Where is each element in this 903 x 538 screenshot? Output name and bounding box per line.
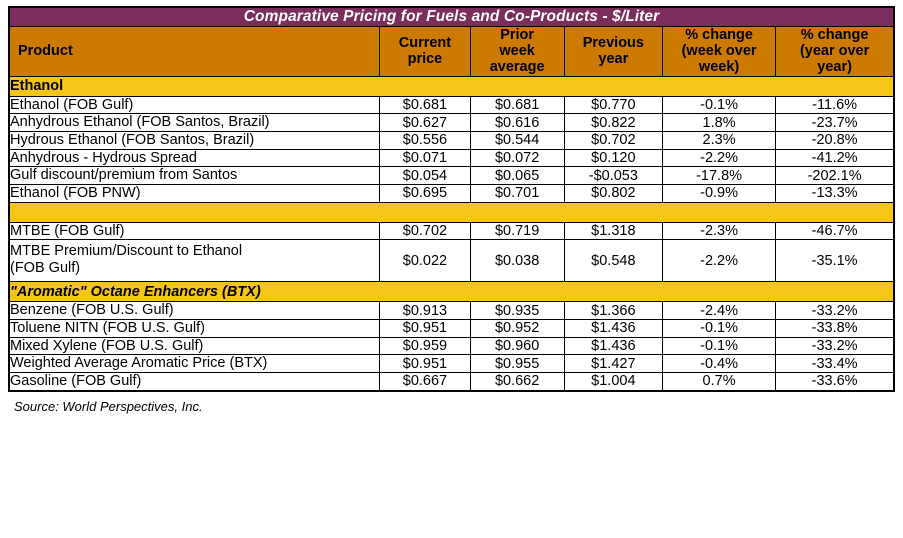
row-label: Hydrous Ethanol (FOB Santos, Brazil) [9, 132, 380, 150]
row-label: Anhydrous Ethanol (FOB Santos, Brazil) [9, 114, 380, 132]
row-label: Toluene NITN (FOB U.S. Gulf) [9, 320, 380, 338]
row-label-line1: MTBE Premium/Discount to Ethanol [10, 243, 243, 260]
row-label: Ethanol (FOB Gulf) [9, 96, 380, 114]
table-row [9, 149, 894, 167]
section-header-row [9, 282, 894, 302]
row-label-multiline [9, 240, 380, 282]
comparative-pricing-table [8, 6, 895, 392]
row-week-over-week: 2.3% [662, 132, 775, 150]
row-current-price: $0.951 [380, 320, 470, 338]
row-year-over-year: -13.3% [776, 185, 894, 203]
table-row [9, 96, 894, 114]
row-prior-week-average: $0.952 [470, 320, 564, 338]
table-row [9, 302, 894, 320]
column-header-prior-week-average-line3: average [489, 59, 545, 76]
row-prior-week-average: $0.719 [470, 222, 564, 240]
row-previous-year: $0.548 [564, 240, 662, 282]
row-year-over-year: -33.8% [776, 320, 894, 338]
row-prior-week-average: $0.072 [470, 149, 564, 167]
row-current-price: $0.071 [380, 149, 470, 167]
row-year-over-year: -23.7% [776, 114, 894, 132]
column-header-previous-year-line1: Previous [582, 35, 644, 52]
table-row [9, 240, 894, 282]
row-week-over-week: -0.4% [662, 355, 775, 373]
row-previous-year: $1.436 [564, 337, 662, 355]
column-header-current-price-line1: Current [398, 35, 452, 52]
table-title-row [9, 7, 894, 27]
table-row [9, 222, 894, 240]
row-prior-week-average: $0.544 [470, 132, 564, 150]
row-current-price: $0.627 [380, 114, 470, 132]
table-header-row [9, 27, 894, 77]
column-header-prior-week-average-line2: week [499, 43, 535, 60]
row-current-price: $0.951 [380, 355, 470, 373]
row-current-price: $0.022 [380, 240, 470, 282]
row-prior-week-average: $0.065 [470, 167, 564, 185]
section-header-row [9, 202, 894, 222]
column-header-week-over-week-line3: week) [698, 59, 740, 76]
row-current-price: $0.054 [380, 167, 470, 185]
row-week-over-week: 1.8% [662, 114, 775, 132]
row-year-over-year: -46.7% [776, 222, 894, 240]
row-week-over-week: -2.4% [662, 302, 775, 320]
row-label: Gasoline (FOB Gulf) [9, 373, 380, 391]
row-year-over-year: -35.1% [776, 240, 894, 282]
row-previous-year: $0.120 [564, 149, 662, 167]
row-year-over-year: -41.2% [776, 149, 894, 167]
row-current-price: $0.667 [380, 373, 470, 391]
table-row [9, 114, 894, 132]
column-header-year-over-year-line2: (year over [799, 43, 870, 60]
column-header-current-price [380, 27, 470, 77]
row-year-over-year: -33.4% [776, 355, 894, 373]
row-label: Anhydrous - Hydrous Spread [9, 149, 380, 167]
section-title-mtbe [9, 202, 894, 222]
row-prior-week-average: $0.701 [470, 185, 564, 203]
column-header-prior-week-average-line1: Prior [500, 27, 535, 43]
row-previous-year: $1.318 [564, 222, 662, 240]
row-current-price: $0.959 [380, 337, 470, 355]
row-week-over-week: -2.2% [662, 240, 775, 282]
column-header-year-over-year-line1: % change [800, 27, 869, 43]
column-header-current-price-line2: price [407, 51, 443, 68]
row-year-over-year: -202.1% [776, 167, 894, 185]
column-header-prior-week-average [470, 27, 564, 77]
row-current-price: $0.695 [380, 185, 470, 203]
column-header-previous-year-line2: year [598, 51, 629, 68]
row-week-over-week: -0.1% [662, 320, 775, 338]
row-year-over-year: -33.6% [776, 373, 894, 391]
row-current-price: $0.556 [380, 132, 470, 150]
column-header-previous-year [564, 27, 662, 77]
row-prior-week-average: $0.935 [470, 302, 564, 320]
table-row [9, 373, 894, 391]
row-previous-year: $0.770 [564, 96, 662, 114]
row-label: Gulf discount/premium from Santos [9, 167, 380, 185]
table-row [9, 185, 894, 203]
column-header-year-over-year [776, 27, 894, 77]
row-previous-year: $0.822 [564, 114, 662, 132]
row-week-over-week: -0.1% [662, 337, 775, 355]
row-label-line2: (FOB Gulf) [10, 260, 81, 277]
row-year-over-year: -33.2% [776, 337, 894, 355]
table-row [9, 167, 894, 185]
column-header-year-over-year-line3: year) [817, 59, 852, 76]
column-header-product-line1: Product [18, 43, 73, 60]
table-row [9, 132, 894, 150]
row-prior-week-average: $0.616 [470, 114, 564, 132]
row-week-over-week: -0.9% [662, 185, 775, 203]
row-prior-week-average: $0.955 [470, 355, 564, 373]
table-row [9, 320, 894, 338]
section-header-row [9, 76, 894, 96]
row-previous-year: -$0.053 [564, 167, 662, 185]
row-previous-year: $1.436 [564, 320, 662, 338]
row-label: Ethanol (FOB PNW) [9, 185, 380, 203]
row-label: MTBE (FOB Gulf) [9, 222, 380, 240]
row-current-price: $0.702 [380, 222, 470, 240]
row-week-over-week: -17.8% [662, 167, 775, 185]
row-prior-week-average: $0.960 [470, 337, 564, 355]
table-title: Comparative Pricing for Fuels and Co-Products - $/Liter [9, 7, 894, 27]
row-week-over-week: -2.2% [662, 149, 775, 167]
row-label: Benzene (FOB U.S. Gulf) [9, 302, 380, 320]
row-week-over-week: 0.7% [662, 373, 775, 391]
row-previous-year: $1.427 [564, 355, 662, 373]
row-current-price: $0.913 [380, 302, 470, 320]
row-week-over-week: -2.3% [662, 222, 775, 240]
row-label: Mixed Xylene (FOB U.S. Gulf) [9, 337, 380, 355]
row-label: Weighted Average Aromatic Price (BTX) [9, 355, 380, 373]
row-year-over-year: -20.8% [776, 132, 894, 150]
column-header-week-over-week [662, 27, 775, 77]
row-prior-week-average: $0.662 [470, 373, 564, 391]
column-header-week-over-week-line1: % change [685, 27, 753, 43]
table-row [9, 337, 894, 355]
table-row [9, 355, 894, 373]
row-previous-year: $1.004 [564, 373, 662, 391]
row-previous-year: $1.366 [564, 302, 662, 320]
row-prior-week-average: $0.681 [470, 96, 564, 114]
section-title-aromatics: "Aromatic" Octane Enhancers (BTX) [9, 282, 894, 302]
section-title-ethanol: Ethanol [9, 76, 894, 96]
column-header-product [9, 27, 380, 77]
row-prior-week-average: $0.038 [470, 240, 564, 282]
row-previous-year: $0.802 [564, 185, 662, 203]
row-year-over-year: -33.2% [776, 302, 894, 320]
source-note: Source: World Perspectives, Inc. [14, 398, 203, 414]
row-year-over-year: -11.6% [776, 96, 894, 114]
row-week-over-week: -0.1% [662, 96, 775, 114]
row-current-price: $0.681 [380, 96, 470, 114]
row-previous-year: $0.702 [564, 132, 662, 150]
column-header-week-over-week-line2: (week over [681, 43, 757, 60]
